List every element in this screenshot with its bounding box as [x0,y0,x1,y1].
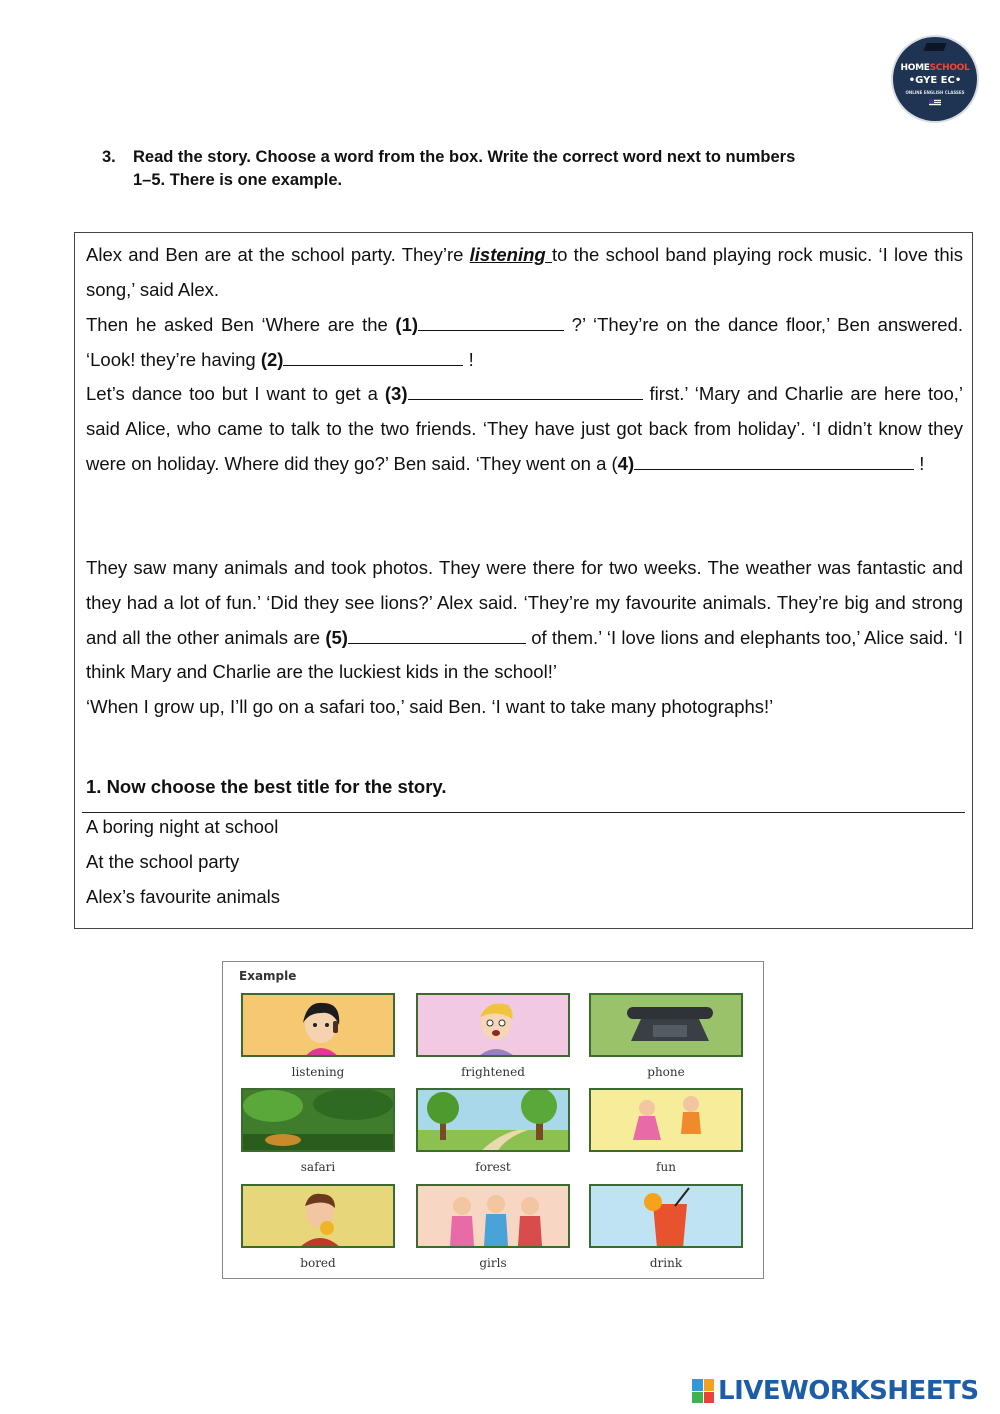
liveworksheets-wordmark: LIVEWORKSHEETS [718,1376,979,1406]
listening-picture [241,993,395,1057]
story-paragraph-4: They saw many animals and took photos. They were there for two weeks. The weather was fantastic and they had a lot of fun.’ ‘Did they see lions?’ Alex said. ‘They’re my favourite animals. They’re big and strong and all the other animals are (5) of them.’ ‘I love lions and elephants too,’ Alice said. ‘I think Mary and Charlie are the luckiest kids in the school!’ [86,557,963,683]
forest-picture [416,1088,570,1152]
us-flag-icon [929,99,941,106]
word-bored: bored [300,1256,336,1270]
story-paragraph-3: Let’s dance too but I want to get a (3) first.’ ‘Mary and Charlie are here too,’ said Alice, who came to talk to the two friends. ‘They have just got back from holiday’. ‘I didn’t know they were on holiday. Where did they go?’ Ben said. ‘They went on a (4) ! [86,383,963,474]
word-girls: girls [479,1256,507,1270]
word-frightened: frightened [461,1065,525,1079]
word-listening: listening [291,1065,345,1079]
title-option-3[interactable]: Alex’s favourite animals [86,886,280,907]
answer-blank-2[interactable] [283,347,463,366]
bored-picture [241,1184,395,1248]
answer-blank-4[interactable] [634,451,914,470]
title-question: 1. Now choose the best title for the story. [86,776,447,797]
fun-picture [589,1088,743,1152]
example-answer: listening [469,244,552,265]
story-paragraph-5: ‘When I grow up, I’ll go on a safari too,’ said Ben. ‘I want to take many photographs!’ [86,696,774,717]
answer-blank-5[interactable] [348,625,526,644]
word-drink: drink [649,1256,683,1270]
story-paragraph-2: Then he asked Ben ‘Where are the (1) ?’ ‘They’re on the dance floor,’ Ben answered. ‘Look! they’re having (2) ! [86,314,964,370]
title-option-1[interactable]: A boring night at school [86,816,279,837]
logo-line-3: ONLINE ENGLISH CLASSES [905,90,965,95]
story-paragraph-1: Alex and Ben are at the school party. They’re listening to the school band playing rock music. ‘I love this song,’ said Alex. [86,244,963,300]
logo-line-1: HOMESCHOOL [900,63,970,73]
word-phone: phone [647,1065,685,1079]
school-logo [893,37,977,121]
graduation-cap-icon [924,43,947,51]
answer-blank-1[interactable] [418,312,564,331]
girls-picture [416,1184,570,1248]
divider [82,812,965,813]
title-option-2[interactable]: At the school party [86,851,240,872]
example-label: Example [239,969,297,983]
logo-line-2: •GYE EC• [908,75,962,86]
instructions-line-1: Read the story. Choose a word from the box. Write the correct word next to numbers [133,148,796,166]
word-safari: safari [300,1160,336,1174]
liveworksheets-brand [692,1376,979,1406]
word-fun: fun [656,1160,676,1174]
word-forest: forest [475,1160,511,1174]
answer-blank-3[interactable] [408,381,643,400]
exercise-number: 3. [102,148,116,166]
instructions-line-2: 1–5. There is one example. [133,171,343,189]
liveworksheets-icon [692,1379,714,1403]
frightened-picture [416,993,570,1057]
drink-picture [589,1184,743,1248]
word-picture-box [222,961,764,1279]
phone-picture [589,993,743,1057]
safari-picture [241,1088,395,1152]
story-box [74,232,973,929]
